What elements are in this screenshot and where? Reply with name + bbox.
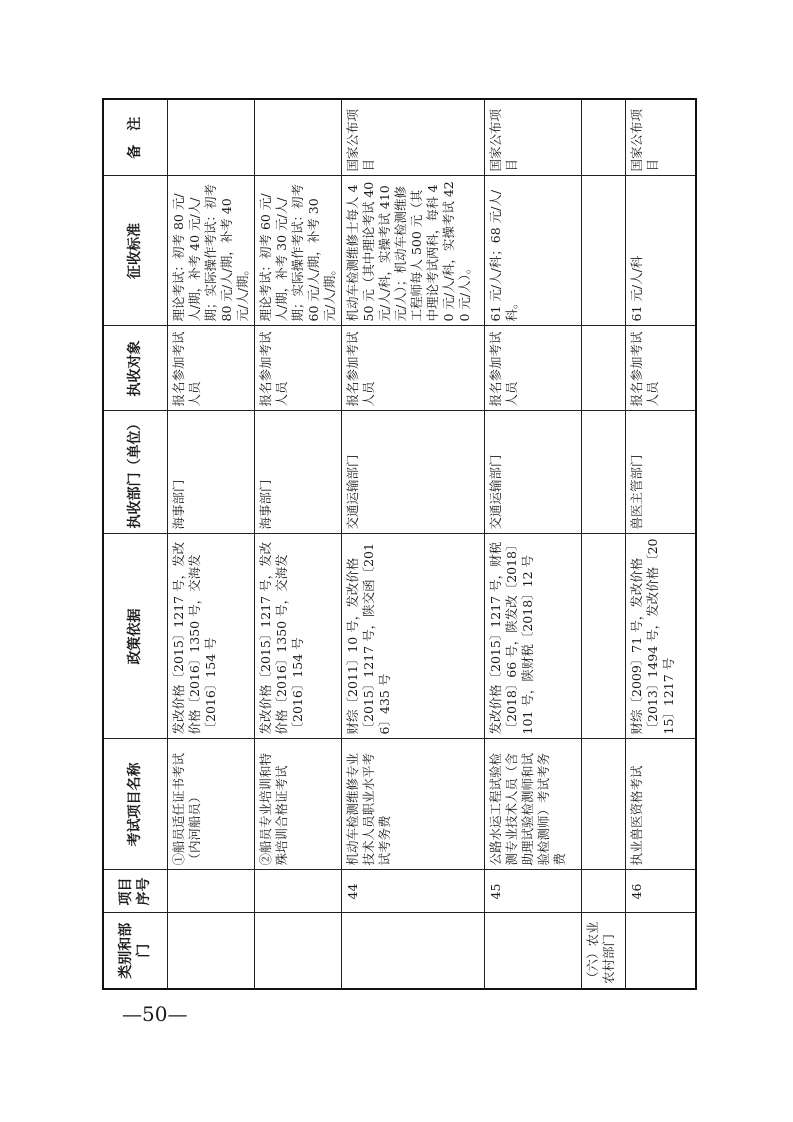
cell-standard [581,176,625,326]
cell-standard: 61 元/人/科；68 元/人/科。 [484,176,581,326]
cell-standard: 理论考试：初考 60 元/人/期，补考 30 元/人/期；实际操作考试：初考 60 元/人/期，补考 30 元/人/期。 [254,176,341,326]
cell-category [341,913,484,989]
header-serial: 项目序号 [103,870,167,913]
cell-note: 国家公布项目 [484,99,581,176]
header-category: 类别和部门 [103,913,167,989]
cell-standard: 机动车检测维修士每人 450 元（其中理论考试 40 元/人/科，实操考试 410 元/人）；机动车检测维修工程师每人 500 元（其中理论考试两科，每科 40 元/人/科，实操考试 420 元/人）。 [341,176,484,326]
cell-dept [581,411,625,534]
cell-standard: 61 元/人/科 [625,176,696,326]
cell-basis: 发改价格〔2015〕1217 号，发改价格〔2016〕1350 号，交海发〔2016〕154 号 [167,534,254,739]
cell-target: 报名参加考试人员 [341,326,484,411]
header-basis: 政策依据 [103,534,167,739]
cell-dept: 海事部门 [254,411,341,534]
cell-target: 报名参加考试人员 [254,326,341,411]
section-row [581,99,625,989]
rotated-table-container [102,100,687,990]
cell-name: ②船员专业培训和特殊培训合格证考试 [254,739,341,870]
cell-serial: 46 [625,870,696,913]
cell-basis: 财综〔2009〕71 号，发改价格〔2013〕1494 号，发改价格〔2015〕1217 号 [625,534,696,739]
table-row [341,99,484,989]
cell-dept: 交通运输部门 [341,411,484,534]
cell-category: （六）农业农村部门 [581,913,625,989]
cell-basis: 财综〔2011〕10 号，发改价格〔2015〕1217 号，陕交函〔2016〕435 号 [341,534,484,739]
cell-basis [581,534,625,739]
cell-dept: 兽医主管部门 [625,411,696,534]
cell-basis: 发改价格〔2015〕1217 号，发改价格〔2016〕1350 号，交海发〔2016〕154 号 [254,534,341,739]
cell-serial [254,870,341,913]
cell-name: ①船员适任证书考试（内河船员） [167,739,254,870]
header-dept: 执收部门（单位） [103,411,167,534]
fee-table [102,98,697,990]
cell-note [581,99,625,176]
cell-name: 公路水运工程试验检测专业技术人员（含助理试验检测师和试验检测师）考试考务费 [484,739,581,870]
table-row [484,99,581,989]
cell-name: 机动车检测维修专业技术人员职业水平考试考务费 [341,739,484,870]
header-name: 考试项目名称 [103,739,167,870]
cell-serial: 45 [484,870,581,913]
header-standard: 征收标准 [103,176,167,326]
cell-note: 国家公布项目 [625,99,696,176]
cell-target: 报名参加考试人员 [484,326,581,411]
page-number: —50— [122,1002,188,1026]
table-row [254,99,341,989]
cell-dept: 海事部门 [167,411,254,534]
cell-note: 国家公布项目 [341,99,484,176]
cell-category [254,913,341,989]
cell-category [625,913,696,989]
cell-target: 报名参加考试人员 [167,326,254,411]
cell-note [254,99,341,176]
cell-serial [581,870,625,913]
cell-target [581,326,625,411]
cell-target: 报名参加考试人员 [625,326,696,411]
cell-category [167,913,254,989]
cell-basis: 发改价格〔2015〕1217 号，财税〔2018〕66 号，陕发改〔2018〕101 号，陕财税〔2018〕12 号 [484,534,581,739]
cell-standard: 理论考试：初考 80 元/人/期，补考 40 元/人/期；实际操作考试：初考 80 元/人/期，补考 40 元/人/期。 [167,176,254,326]
cell-note [167,99,254,176]
cell-name: 执业兽医资格考试 [625,739,696,870]
table-row [625,99,696,989]
cell-category [484,913,581,989]
cell-serial [167,870,254,913]
header-note: 备 注 [103,99,167,176]
cell-serial: 44 [341,870,484,913]
table-header-row [103,99,167,989]
header-target: 执收对象 [103,326,167,411]
cell-dept: 交通运输部门 [484,411,581,534]
cell-name [581,739,625,870]
table-row [167,99,254,989]
